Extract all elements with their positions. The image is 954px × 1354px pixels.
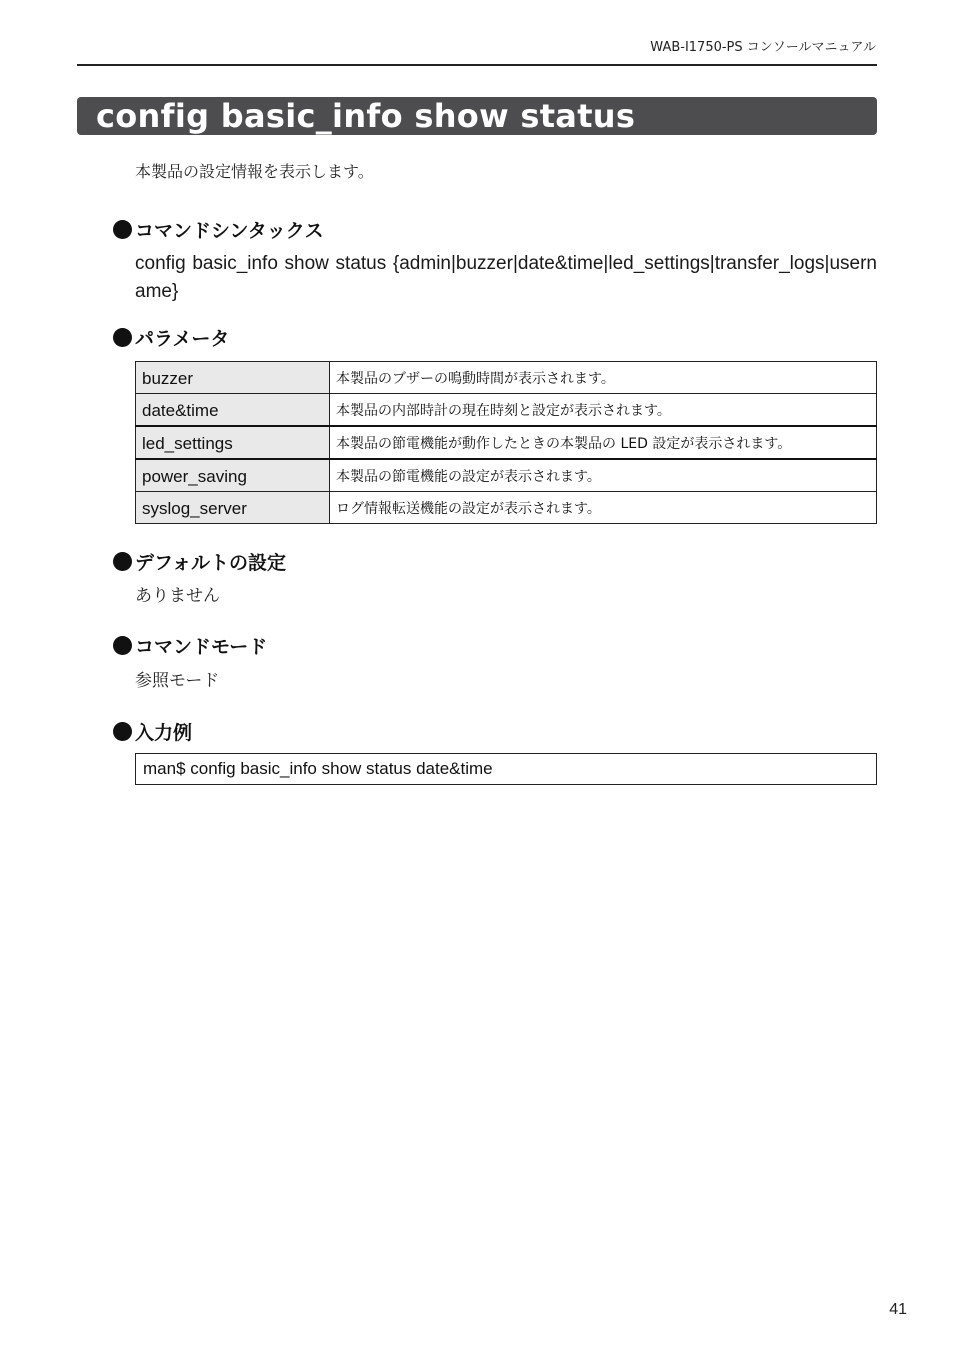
param-name: led_settings bbox=[136, 426, 330, 459]
example-box bbox=[135, 753, 877, 785]
param-desc: 本製品のブザーの鳴動時間が表示されます。 bbox=[330, 362, 877, 394]
table-row bbox=[136, 492, 877, 524]
page-title: config basic_info show status bbox=[96, 97, 636, 135]
param-name: power_saving bbox=[136, 459, 330, 492]
example-command: man$ config basic_info show status date&time bbox=[143, 759, 493, 778]
table-row bbox=[136, 394, 877, 427]
header-rule bbox=[77, 64, 877, 66]
default-text: ありません bbox=[135, 586, 220, 606]
table-row bbox=[136, 459, 877, 492]
bullet-icon bbox=[113, 220, 132, 239]
param-desc: 本製品の節電機能の設定が表示されます。 bbox=[330, 459, 877, 492]
param-desc: 本製品の内部時計の現在時刻と設定が表示されます。 bbox=[330, 394, 877, 427]
mode-heading-label: コマンドモード bbox=[135, 636, 268, 658]
table-row bbox=[136, 426, 877, 459]
parameters-heading bbox=[113, 324, 229, 351]
table-row bbox=[136, 362, 877, 394]
param-desc: 本製品の節電機能が動作したときの本製品の LED 設定が表示されます。 bbox=[330, 426, 877, 459]
default-heading bbox=[113, 548, 286, 575]
example-heading-label: 入力例 bbox=[135, 722, 193, 744]
param-desc: ログ情報転送機能の設定が表示されます。 bbox=[330, 492, 877, 524]
title-bar bbox=[77, 97, 877, 135]
param-name: date&time bbox=[136, 394, 330, 427]
mode-text: 参照モード bbox=[135, 671, 220, 691]
param-name: buzzer bbox=[136, 362, 330, 394]
command-description: 本製品の設定情報を表示します。 bbox=[135, 162, 374, 181]
param-name: syslog_server bbox=[136, 492, 330, 524]
bullet-icon bbox=[113, 328, 132, 347]
parameters-heading-label: パラメータ bbox=[135, 328, 230, 350]
mode-heading bbox=[113, 632, 267, 659]
page-number: 41 bbox=[889, 1301, 907, 1318]
syntax-text: config basic_info show status {admin|buzzer|date&time|led_settings|transfer_logs|username} bbox=[135, 253, 877, 302]
bullet-icon bbox=[113, 636, 132, 655]
parameters-table bbox=[135, 361, 877, 524]
syntax-heading-label: コマンドシンタックス bbox=[135, 220, 324, 242]
example-heading bbox=[113, 718, 192, 745]
default-heading-label: デフォルトの設定 bbox=[135, 552, 287, 574]
header-manual-title: WAB-I1750-PS コンソールマニュアル bbox=[650, 40, 876, 55]
syntax-heading bbox=[113, 216, 324, 243]
bullet-icon bbox=[113, 722, 132, 741]
bullet-icon bbox=[113, 552, 132, 571]
